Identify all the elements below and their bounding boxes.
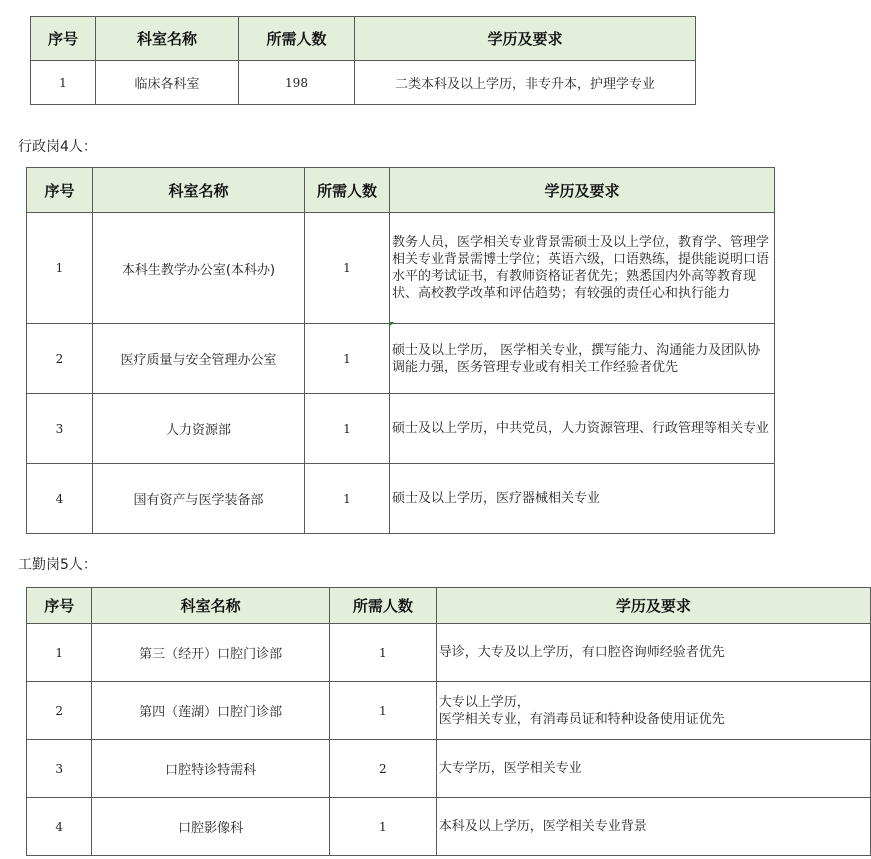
- table-header-row: [31, 17, 696, 61]
- table-row: [27, 394, 775, 464]
- cell-count: 1: [305, 324, 390, 394]
- table-row: [27, 624, 871, 682]
- header-seq: 序号: [31, 17, 96, 61]
- cell-seq: 1: [27, 624, 92, 682]
- cell-seq: 1: [31, 61, 96, 105]
- header-dept: 科室名称: [96, 17, 239, 61]
- cell-count: 1: [305, 464, 390, 534]
- cell-req: 导诊，大专及以上学历，有口腔咨询师经验者优先: [436, 624, 870, 682]
- cell-seq: 4: [27, 464, 93, 534]
- cell-dept: 第四（莲湖）口腔门诊部: [92, 682, 329, 740]
- table-row: [27, 740, 871, 798]
- cell-dept: 口腔特诊特需科: [92, 740, 329, 798]
- cell-req-line: 医学相关专业，有消毒员证和特种设备使用证优先: [438, 711, 725, 727]
- cell-dept: 人力资源部: [93, 394, 305, 464]
- cell-req: 本科及以上学历，医学相关专业背景: [436, 798, 870, 856]
- cell-req: 大专学历，医学相关专业: [436, 740, 870, 798]
- cell-dept: 第三（经开）口腔门诊部: [92, 624, 329, 682]
- section-label-admin: 行政岗4人：: [18, 139, 97, 155]
- admin-positions-table: [26, 167, 775, 534]
- cell-seq: 2: [27, 682, 92, 740]
- table-header-row: [27, 588, 871, 624]
- header-dept: 科室名称: [93, 168, 305, 213]
- cell-dept: 临床各科室: [96, 61, 239, 105]
- table-row: [27, 464, 775, 534]
- header-req: 学历及要求: [390, 168, 775, 213]
- cell-seq: 3: [27, 740, 92, 798]
- header-dept: 科室名称: [92, 588, 329, 624]
- section-label-support: 工勤岗5人：: [18, 557, 97, 573]
- cell-req: [436, 682, 870, 740]
- header-count: 所需人数: [305, 168, 390, 213]
- cell-req: 硕士及以上学历，医疗器械相关专业: [390, 464, 775, 534]
- cell-count: 1: [305, 394, 390, 464]
- header-count: 所需人数: [239, 17, 355, 61]
- cell-dept: 本科生教学办公室(本科办): [93, 213, 305, 324]
- cell-seq: 1: [27, 213, 93, 324]
- cell-count: 1: [305, 213, 390, 324]
- cell-seq: 2: [27, 324, 93, 394]
- clinical-positions-table: [30, 16, 696, 105]
- table-row: [27, 682, 871, 740]
- support-positions-table: [26, 587, 871, 856]
- table-row: [27, 213, 775, 324]
- cell-count: 1: [329, 798, 436, 856]
- table-row: [27, 798, 871, 856]
- table-header-row: [27, 168, 775, 213]
- cell-dept: 医疗质量与安全管理办公室: [93, 324, 305, 394]
- cell-req: 硕士及以上学历，中共党员，人力资源管理、行政管理等相关专业: [390, 394, 775, 464]
- cell-req: 硕士及以上学历， 医学相关专业，撰写能力、沟通能力及团队协调能力强，医务管理专业或有相关工作经验者优先: [390, 324, 775, 394]
- header-count: 所需人数: [329, 588, 436, 624]
- cell-count: 2: [329, 740, 436, 798]
- cell-req: 教务人员，医学相关专业背景需硕士及以上学位，教育学、管理学相关专业背景需博士学位；英语六级，口语熟练，提供能说明口语水平的考试证书，有教师资格证者优先；熟悉国内外高等教育现状、高校教学改革和评估趋势；有较强的责任心和执行能力: [390, 213, 775, 324]
- cell-dept: 国有资产与医学装备部: [93, 464, 305, 534]
- cell-req: 二类本科及以上学历，非专升本，护理学专业: [355, 61, 696, 105]
- cell-comment-marker: [389, 322, 394, 327]
- cell-count: 1: [329, 682, 436, 740]
- cell-dept: 口腔影像科: [92, 798, 329, 856]
- cell-seq: 3: [27, 394, 93, 464]
- table-row: [31, 61, 696, 105]
- cell-req-line: 大专以上学历，: [438, 694, 530, 710]
- header-seq: 序号: [27, 588, 92, 624]
- cell-count: 198: [239, 61, 355, 105]
- table-row: [27, 324, 775, 394]
- cell-seq: 4: [27, 798, 92, 856]
- header-req: 学历及要求: [355, 17, 696, 61]
- cell-count: 1: [329, 624, 436, 682]
- header-seq: 序号: [27, 168, 93, 213]
- header-req: 学历及要求: [436, 588, 870, 624]
